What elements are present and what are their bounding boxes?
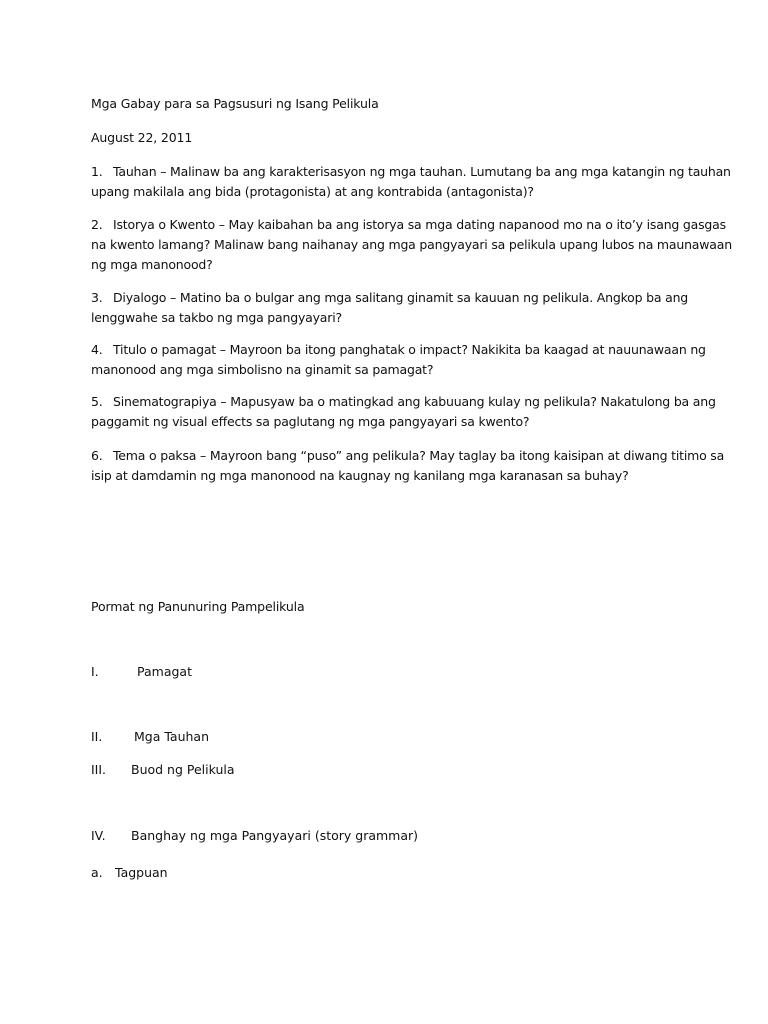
question-2 — [91, 215, 732, 275]
question-line — [91, 215, 726, 235]
question-line: ng mga manonood? — [91, 257, 213, 272]
outline-label: Banghay ng mga Pangyayari (story grammar) — [131, 828, 419, 843]
question-number: 1. — [91, 164, 103, 179]
outline-numeral: II. — [91, 729, 103, 744]
pormat-heading: Pormat ng Panunuring Pampelikula — [91, 599, 305, 614]
question-line — [91, 288, 691, 308]
question-line: manonood ang mga simbolisno na ginamit sa pamagat? — [91, 362, 434, 377]
outline-label: Mga Tauhan — [134, 729, 210, 744]
question-line — [91, 392, 716, 412]
sub-item-label: Tagpuan — [115, 865, 168, 880]
question-line: na kwento lamang? Malinaw bang naihanay ang mga pangyayari sa pelikula upang lubos na maunawaan — [91, 237, 732, 252]
question-number: 3. — [91, 290, 103, 305]
outline-label: Buod ng Pelikula — [131, 762, 235, 777]
question-number: 4. — [91, 342, 103, 357]
question-1 — [91, 162, 731, 202]
question-line — [91, 162, 731, 182]
outline-item — [91, 729, 209, 744]
question-text: Titulo o pamagat – Mayroon ba itong panghatak o impact? Nakikita ba kaagad at nauunawaan ng — [113, 342, 706, 357]
outline-item — [91, 762, 235, 777]
question-line: paggamit ng visual effects sa paglutang ng mga pangyayari sa kwento? — [91, 414, 530, 429]
question-number: 5. — [91, 394, 103, 409]
question-number: 2. — [91, 217, 103, 232]
question-text: Sinematograpiya – Mapusyaw ba o mati̇ngkad ang kabuuang kulay ng pelikula? Nakatulong ba ang — [113, 394, 716, 409]
question-line — [91, 446, 725, 466]
sub-item — [91, 865, 168, 880]
outline-numeral: III. — [91, 762, 107, 777]
question-5 — [91, 392, 716, 432]
question-line: lenggwahe sa takbo ng mga pangyayari? — [91, 310, 342, 325]
question-4 — [91, 340, 706, 380]
outline-numeral: I. — [91, 664, 99, 679]
question-text: Tauhan – Malinaw ba ang karakterisasyon ng mga tauhan. Lumutang ba ang mga katangin ng tauhan — [113, 164, 731, 179]
question-6 — [91, 446, 725, 486]
outline-item — [91, 828, 418, 843]
question-text: Istorya o Kwento – May kaibahan ba ang istorya sa mga dati̇ng napanood mo na o ito’y isang gasgas — [113, 217, 726, 232]
question-line: upang makilala ang bida (protagonista) at ang kontrabida (antagonista)? — [91, 184, 534, 199]
question-text: Tema o paksa – Mayroon bang “puso” ang pelikula? May taglay ba itong kaisipan at diwang ti̇ti̇mo sa — [113, 448, 725, 463]
question-number: 6. — [91, 448, 103, 463]
question-3 — [91, 288, 691, 328]
sub-item-letter: a. — [91, 865, 103, 880]
question-line — [91, 340, 706, 360]
outline-item — [91, 664, 192, 679]
question-line: isip at damdamin ng mga manonood na kaugnay ng kanilang mga karanasan sa buhay? — [91, 468, 629, 483]
outline-label: Pamagat — [137, 664, 192, 679]
question-text: Diyalogo – Mati̇no ba o bulgar ang mga salitang ginamit sa kauuan ng pelikula. Angkop ba ang — [113, 290, 689, 305]
document-title: Mga Gabay para sa Pagsusuri ng Isang Pelikula — [91, 96, 379, 111]
document-date: August 22, 2011 — [91, 130, 193, 145]
outline-numeral: IV. — [91, 828, 106, 843]
